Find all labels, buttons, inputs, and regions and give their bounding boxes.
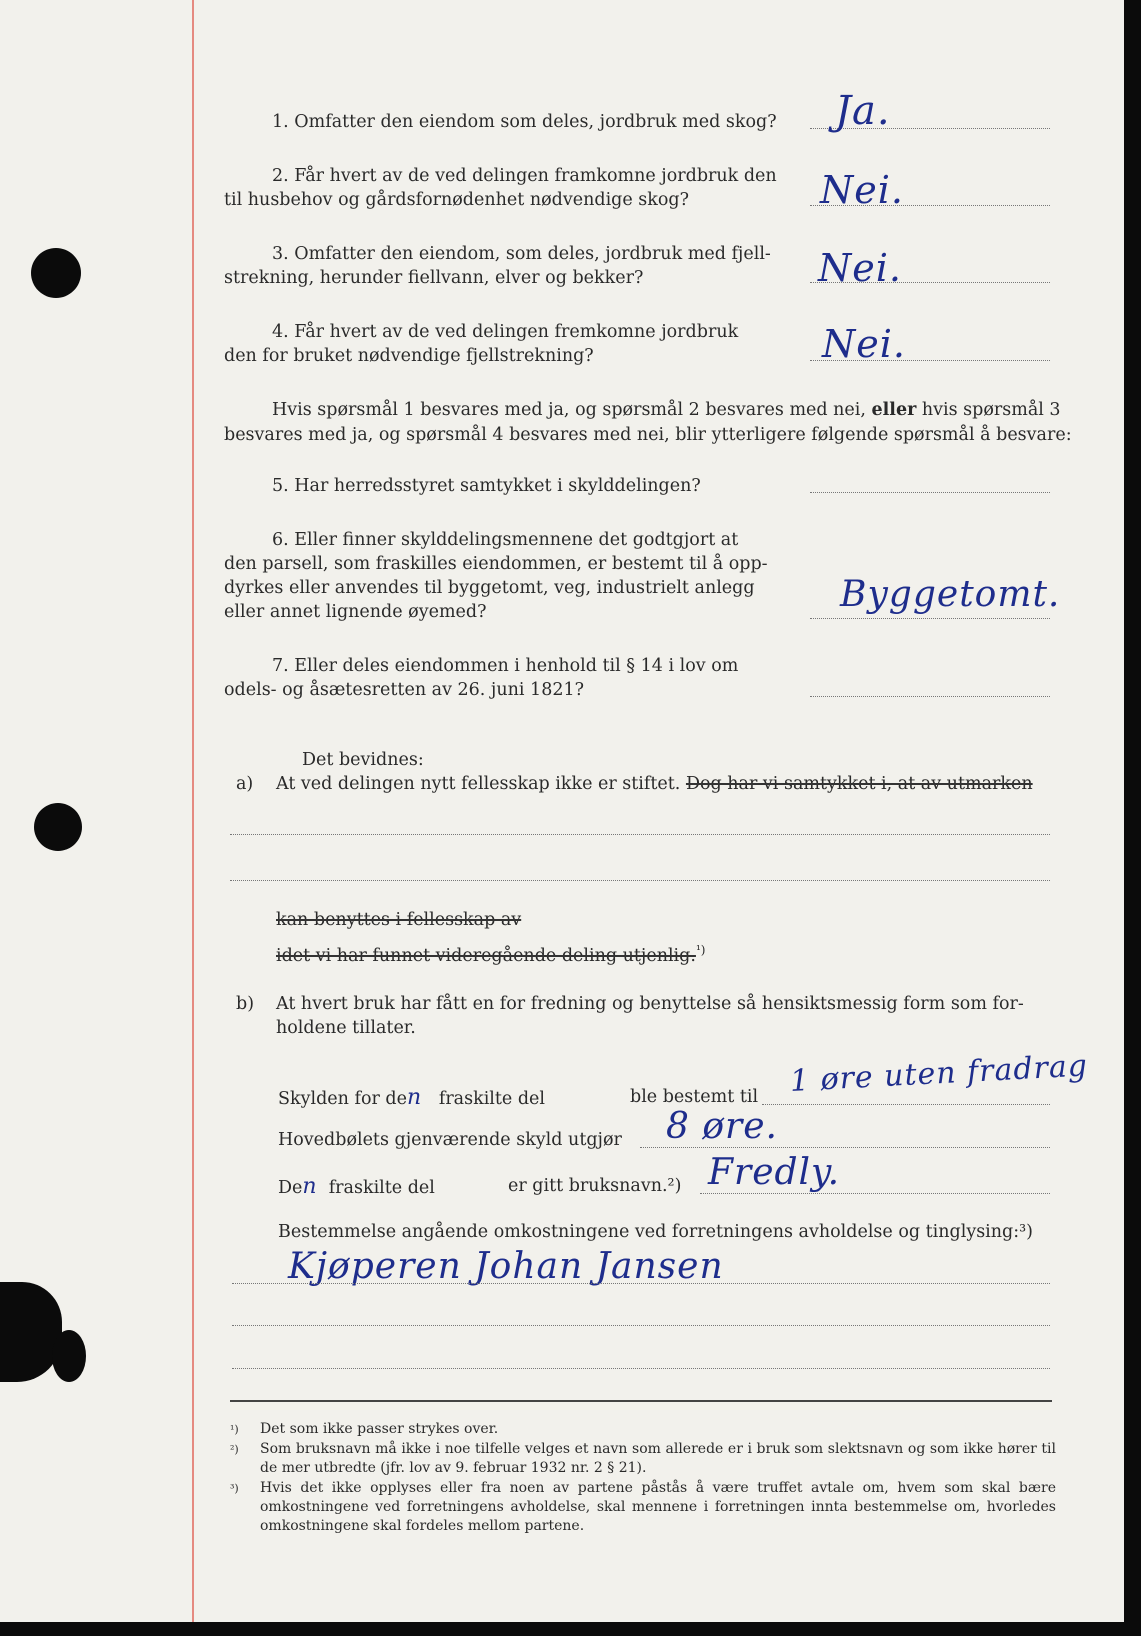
- answer-4: Nei.: [822, 322, 906, 366]
- kost-label: Bestemmelse angående omkostningene ved forretningens avholdelse og tinglysing:³): [278, 1222, 1033, 1242]
- blank-line-a2: [230, 880, 1050, 881]
- answer-line-5: [810, 492, 1050, 493]
- certify-b-line-1: At hvert bruk har fått en for fredning og benyttelse så hensiktsmessig form som for-: [276, 994, 1024, 1014]
- blank-line-a1: [230, 834, 1050, 835]
- answer-line-7: [810, 696, 1050, 697]
- question-1: 1. Omfatter den eiendom som deles, jordbruk med skog?: [272, 112, 777, 132]
- hoved-line: [640, 1147, 1050, 1148]
- footnote-3: ³) Hvis det ikke opplyses eller fra noen av partene påstås å være truffet avtale om, hvem som skal bære omkostningene ved forretningens avholdelse, skal mennene i forretningen innta bestemmelse om, hvorledes omkostningene skal fordeles mellom partene.: [230, 1480, 1056, 1534]
- struck-line-2: idet vi har funnet videregående deling utjenlig.$^{^1)}$: [276, 943, 706, 966]
- hoved-value: 8 øre.: [666, 1106, 778, 1147]
- certify-b-label: b): [236, 994, 255, 1014]
- margin-rule: [192, 0, 194, 1622]
- skyld-label: Skylden for den fraskilte del: [278, 1085, 546, 1110]
- question-4: 4. Får hvert av de ved delingen fremkomne jordbruk den for bruket nødvendige fjellstrekning?: [224, 322, 739, 366]
- skyld-hand-n: n: [406, 1085, 423, 1110]
- kost-line-1: [232, 1283, 1050, 1284]
- navn-hand-n: n: [302, 1174, 318, 1199]
- answer-6: Byggetomt.: [840, 574, 1061, 615]
- kost-line-2: [232, 1325, 1050, 1326]
- navn-value: Fredly.: [708, 1152, 841, 1193]
- navn-label: Den fraskilte del: [278, 1174, 435, 1199]
- kost-value: Kjøperen Johan Jansen: [288, 1246, 724, 1287]
- skyld-line: [762, 1104, 1050, 1105]
- skyld-value: 1 øre uten fradrag: [789, 1048, 1089, 1099]
- hoved-label: Hovedbølets gjenværende skyld utgjør: [278, 1130, 622, 1150]
- navn-label-c: er gitt bruksnavn.²): [508, 1176, 682, 1196]
- footnote-1: ¹) Det som ikke passer strykes over.: [230, 1421, 499, 1437]
- question-7: 7. Eller deles eiendommen i henhold til § 14 i lov om odels- og åsætesretten av 26. juni 1821?: [224, 656, 739, 700]
- answer-3: Nei.: [818, 246, 902, 290]
- answer-line-6: [810, 618, 1050, 619]
- skyld-label-c: ble bestemt til: [630, 1087, 759, 1107]
- certify-b-line-2: holdene tillater.: [276, 1018, 416, 1038]
- instruction-line-1: Hvis spørsmål 1 besvares med ja, og spørsmål 2 besvares med nei, eller hvis spørsmål 3: [272, 400, 1061, 420]
- question-3: 3. Omfatter den eiendom, som deles, jordbruk med fjell- strekning, herunder fiellvann, elver og bekker?: [224, 244, 771, 288]
- certify-heading: Det bevidnes:: [302, 750, 424, 770]
- footnotes: [230, 1420, 1056, 1537]
- instruction-line-2: besvares med ja, og spørsmål 4 besvares med nei, blir ytterligere følgende spørsmål å besvare:: [224, 425, 1072, 445]
- answer-2: Nei.: [820, 168, 904, 212]
- footnote-rule: [230, 1400, 1052, 1402]
- certify-a-struck: Dog har vi samtykket i, at av utmarken: [685, 774, 1033, 794]
- kost-line-3: [232, 1368, 1050, 1369]
- punch-hole-top: [31, 248, 81, 298]
- footnote-2: ²) Som bruksnavn må ikke i noe tilfelle velges et navn som allerede er i bruk som slektsnavn og som ikke hører til de mer utbredte (jfr. lov av 9. februar 1932 nr. 2 § 21).: [230, 1441, 1056, 1476]
- answer-1: Ja.: [835, 88, 891, 134]
- navn-line: [700, 1193, 1050, 1194]
- certify-a-label: a): [236, 774, 254, 794]
- question-6: 6. Eller finner skylddelingsmennene det godtgjort at den parsell, som fraskilles eiendommen, er bestemt til å opp- dyrkes eller anvendes til byggetomt, veg, industrielt anlegg eller annet lignende øyemed?: [224, 530, 768, 622]
- struck-line-1: kan benyttes i fellesskap av: [276, 910, 522, 930]
- question-2: 2. Får hvert av de ved delingen framkomne jordbruk den til husbehov og gårdsfornødenhet nødvendige skog?: [224, 166, 777, 210]
- question-5: 5. Har herredsstyret samtykket i skylddelingen?: [272, 476, 701, 496]
- punch-hole-bottom: [52, 1330, 86, 1382]
- punch-hole-middle: [34, 803, 82, 851]
- certify-a-text: At ved delingen nytt fellesskap ikke er stiftet. Dog har vi samtykket i, at av utmarken: [276, 774, 1033, 794]
